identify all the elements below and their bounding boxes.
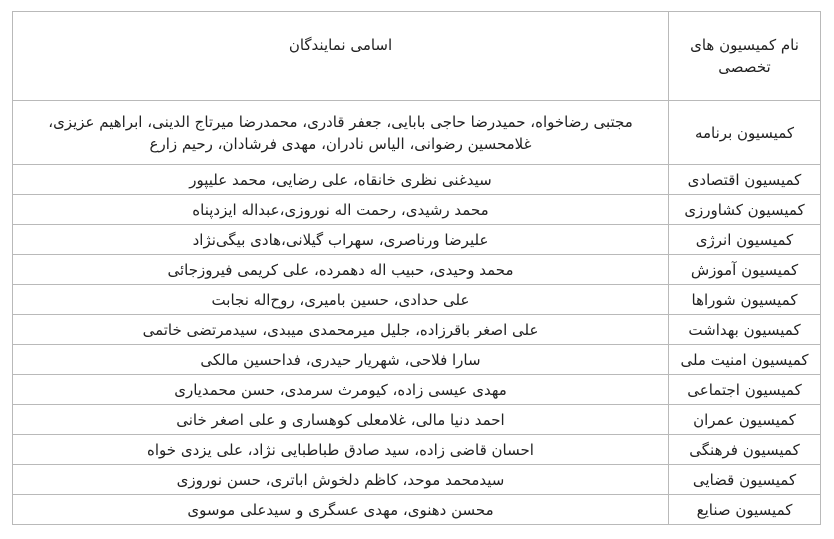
commission-name-cell: کمیسیون قضایی bbox=[669, 465, 821, 495]
members-cell: مهدی عیسی زاده، کیومرث سرمدی، حسن محمدیاری bbox=[13, 375, 669, 405]
commission-name-cell: کمیسیون اجتماعی bbox=[669, 375, 821, 405]
members-cell: سیدغنی نظری خانقاه، علی رضایی، محمد علیپور bbox=[13, 165, 669, 195]
table-row bbox=[13, 255, 821, 285]
members-cell: سیدمحمد موحد، کاظم دلخوش اباتری، حسن نوروزی bbox=[13, 465, 669, 495]
table-row bbox=[13, 405, 821, 435]
commission-name-cell: کمیسیون بهداشت bbox=[669, 315, 821, 345]
table-row bbox=[13, 101, 821, 165]
members-cell: سارا فلاحی، شهریار حیدری، فداحسین مالکی bbox=[13, 345, 669, 375]
document-page bbox=[12, 11, 820, 525]
table-row bbox=[13, 435, 821, 465]
commissions-table bbox=[12, 11, 821, 525]
table-row bbox=[13, 195, 821, 225]
commission-name-cell: کمیسیون انرژی bbox=[669, 225, 821, 255]
members-cell: محسن دهنوی، مهدی عسگری و سیدعلی موسوی bbox=[13, 495, 669, 525]
members-cell: احسان قاضی زاده، سید صادق طباطبایی نژاد، علی یزدی خواه bbox=[13, 435, 669, 465]
commission-name-cell: کمیسیون کشاورزی bbox=[669, 195, 821, 225]
members-cell: مجتبی رضاخواه، حمیدرضا حاجی بابایی، جعفر قادری، محمدرضا میرتاج الدینی، ابراهیم عزیزی، غلامحسین رضوانی، الیاس نادران، مهدی فرشادان، رحیم زارع bbox=[13, 101, 669, 165]
table-row bbox=[13, 345, 821, 375]
table-row bbox=[13, 315, 821, 345]
commission-name-cell: کمیسیون آموزش bbox=[669, 255, 821, 285]
header-commission-name: نام کمیسیون های تخصصی bbox=[669, 12, 821, 101]
commission-name-cell: کمیسیون عمران bbox=[669, 405, 821, 435]
commission-name-cell: کمیسیون برنامه bbox=[669, 101, 821, 165]
commission-name-cell: کمیسیون شوراها bbox=[669, 285, 821, 315]
table-row bbox=[13, 285, 821, 315]
table-row bbox=[13, 465, 821, 495]
members-cell: علی اصغر باقرزاده، جلیل میرمحمدی میبدی، سیدمرتضی خاتمی bbox=[13, 315, 669, 345]
members-cell: محمد رشیدی، رحمت اله نوروزی،عبداله ایزدپناه bbox=[13, 195, 669, 225]
table-row bbox=[13, 375, 821, 405]
table-header-row bbox=[13, 12, 821, 101]
table-row bbox=[13, 165, 821, 195]
commission-name-cell: کمیسیون فرهنگی bbox=[669, 435, 821, 465]
members-cell: محمد وحیدی، حبیب اله دهمرده، علی کریمی فیروزجائی bbox=[13, 255, 669, 285]
members-cell: علی حدادی، حسین بامیری، روح‌اله نجابت bbox=[13, 285, 669, 315]
commission-name-cell: کمیسیون اقتصادی bbox=[669, 165, 821, 195]
header-members: اسامی نمایندگان bbox=[13, 12, 669, 101]
members-cell: علیرضا ورناصری، سهراب گیلانی،هادی بیگی‌نژاد bbox=[13, 225, 669, 255]
table-row bbox=[13, 495, 821, 525]
table-row bbox=[13, 225, 821, 255]
members-cell: احمد دنیا مالی، غلامعلی کوهساری و علی اصغر خانی bbox=[13, 405, 669, 435]
commission-name-cell: کمیسیون امنیت ملی bbox=[669, 345, 821, 375]
commission-name-cell: کمیسیون صنایع bbox=[669, 495, 821, 525]
